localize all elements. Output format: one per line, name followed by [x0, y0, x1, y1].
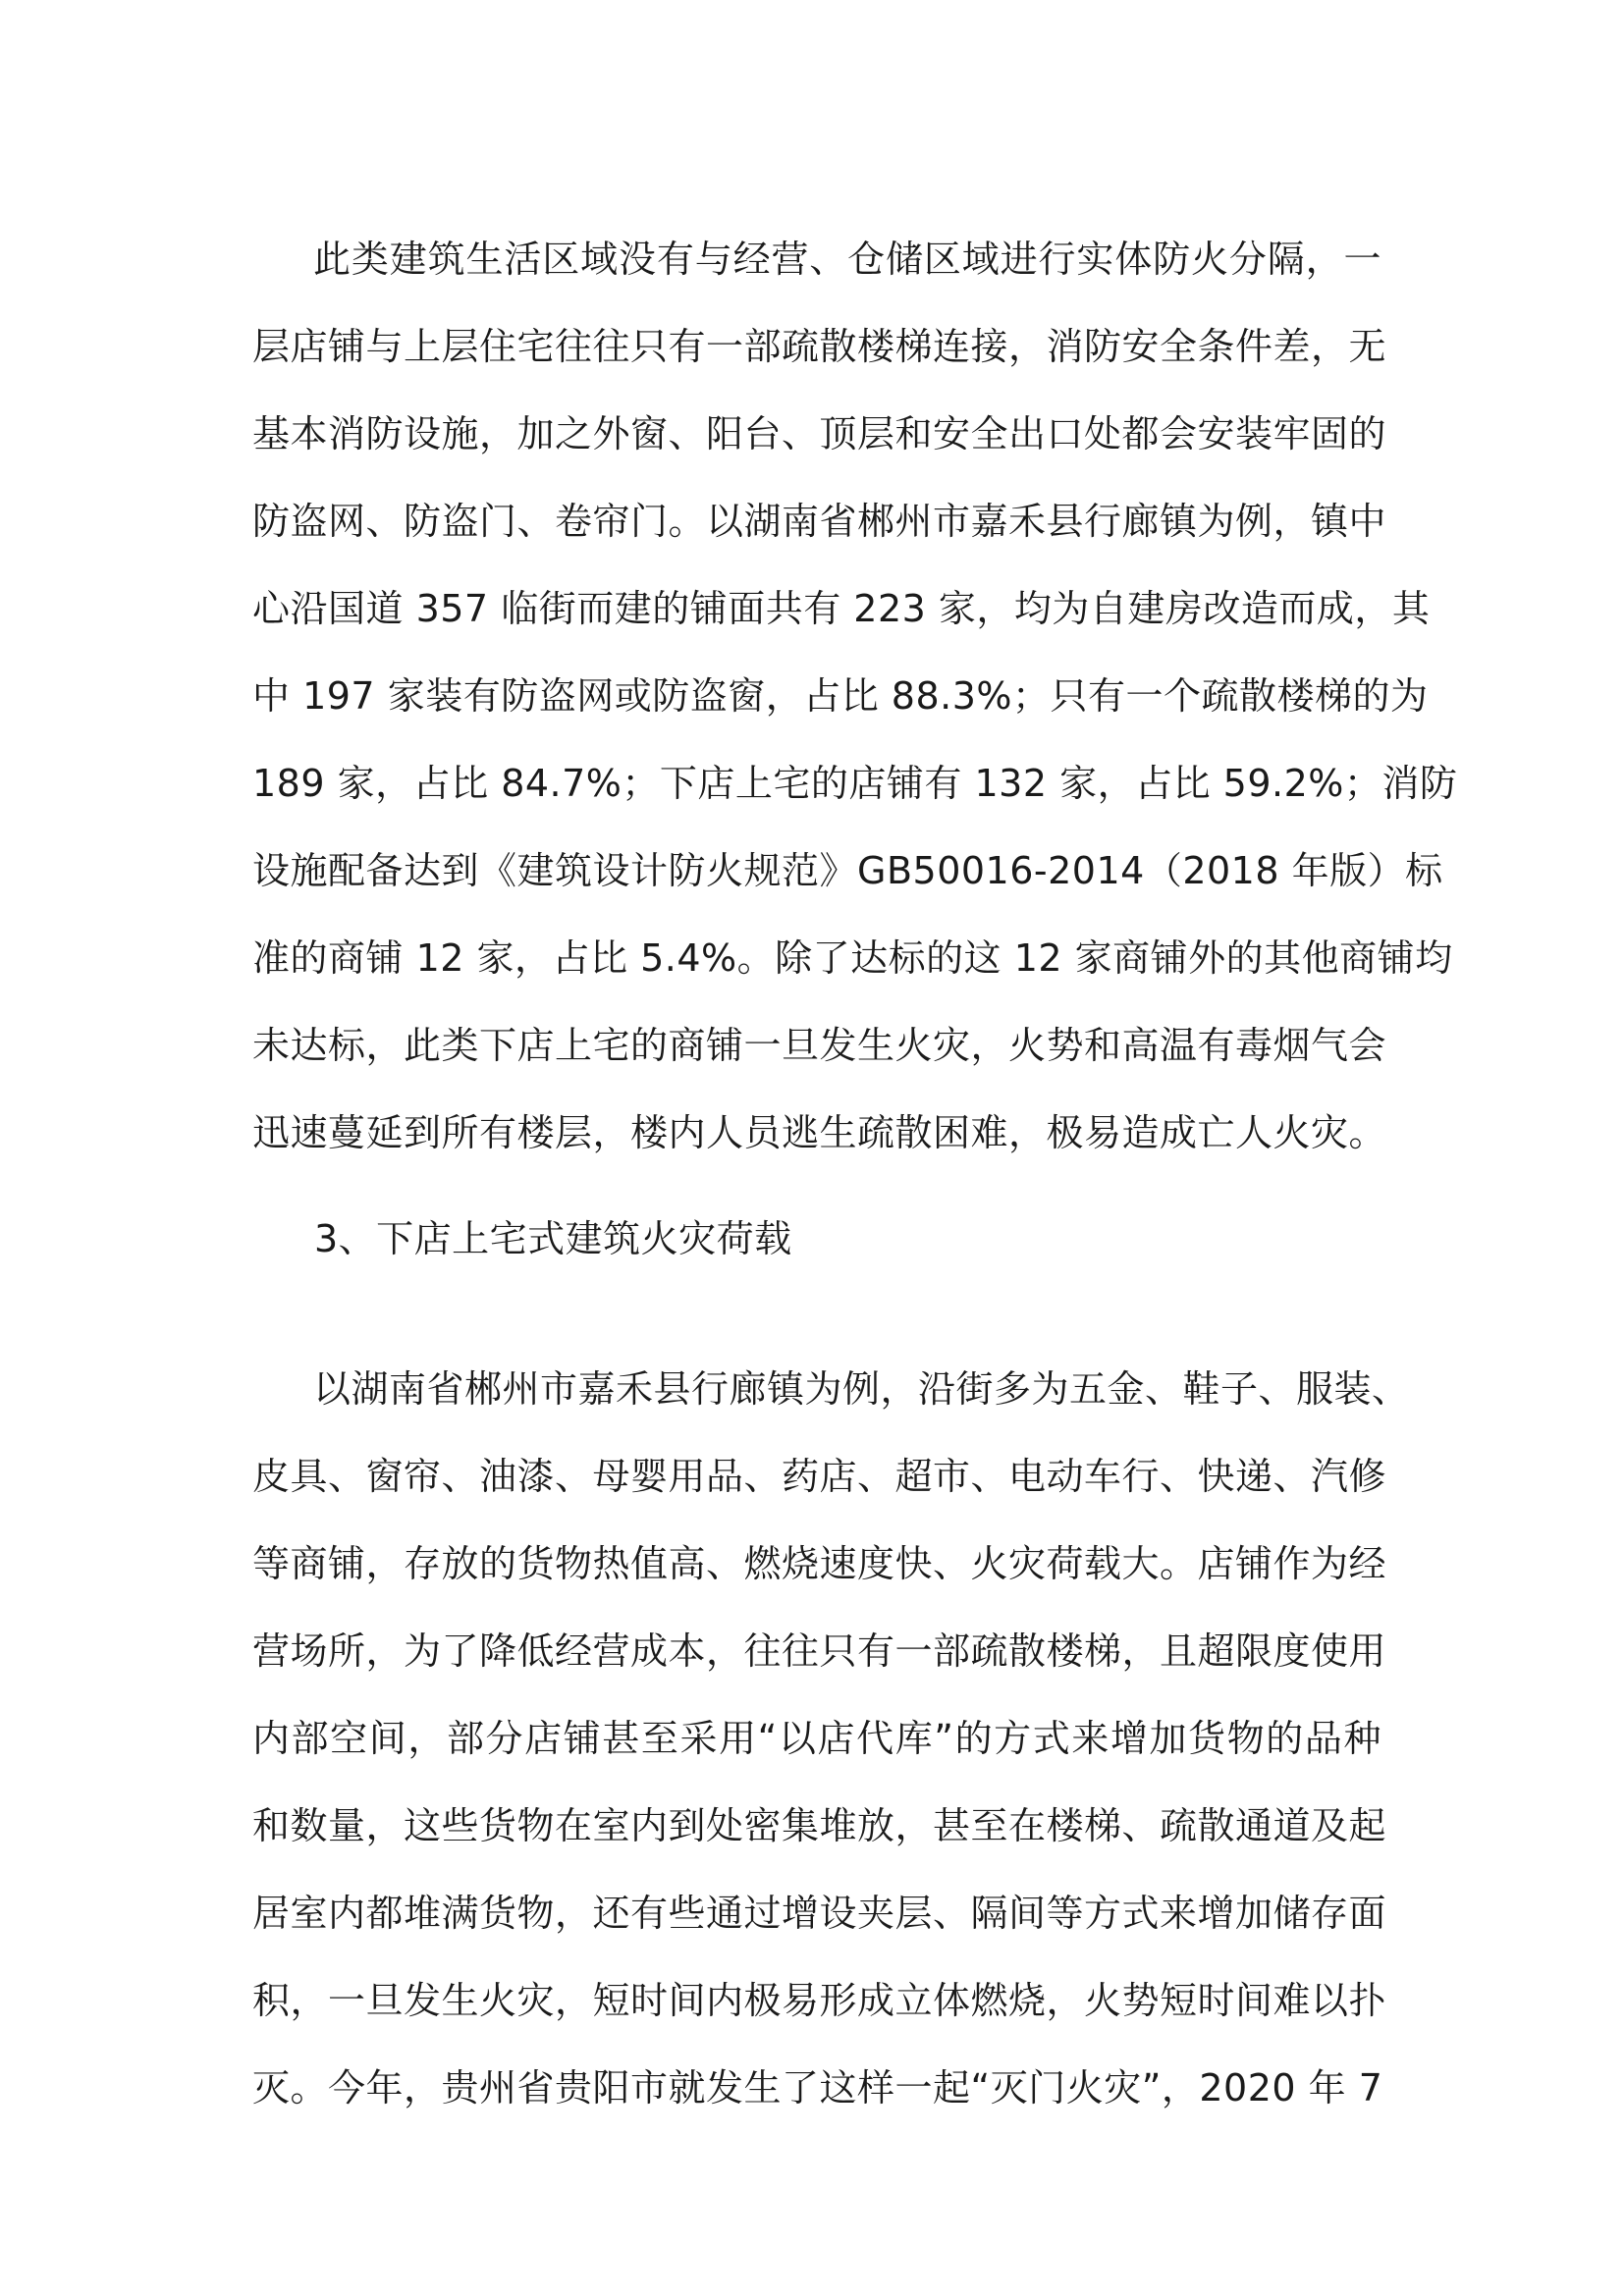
- paragraph-line: 皮具、窗帘、油漆、母婴用品、药店、超市、电动车行、快递、汽修: [252, 1455, 1387, 1498]
- paragraph-line: 防盗网、防盗门、卷帘门。以湖南省郴州市嘉禾县行廊镇为例，镇中: [252, 500, 1387, 543]
- paragraph-line: 营场所，为了降低经营成本，往往只有一部疏散楼梯，且超限度使用: [252, 1629, 1387, 1673]
- paragraph-2: [252, 1346, 1410, 2132]
- paragraph-line: 层店铺与上层住宅往往只有一部疏散楼梯连接，消防安全条件差，无: [252, 325, 1387, 368]
- paragraph-line: 设施配备达到《建筑设计防火规范》GB50016-2014（2018 年版）标: [252, 849, 1443, 892]
- paragraph-1: [252, 216, 1458, 1177]
- paragraph-line: 准的商铺 12 家，占比 5.4%。除了达标的这 12 家商铺外的其他商铺均: [252, 936, 1453, 980]
- paragraph-line: 以湖南省郴州市嘉禾县行廊镇为例，沿街多为五金、鞋子、服装、: [313, 1367, 1410, 1411]
- paragraph-line: 迅速蔓延到所有楼层，楼内人员逃生疏散困难，极易造成亡人火灾。: [252, 1111, 1387, 1154]
- paragraph-line: 189 家，占比 84.7%；下店上宅的店铺有 132 家，占比 59.2%；消防: [252, 762, 1458, 805]
- section-heading: 3、下店上宅式建筑火灾荷载: [314, 1217, 792, 1260]
- paragraph-line: 中 197 家装有防盗网或防盗窗，占比 88.3%；只有一个疏散楼梯的为: [252, 674, 1429, 718]
- paragraph-line: 心沿国道 357 临街而建的铺面共有 223 家，均为自建房改造而成，其: [252, 587, 1431, 630]
- paragraph-line: 等商铺，存放的货物热值高、燃烧速度快、火灾荷载大。店铺作为经: [252, 1542, 1387, 1585]
- paragraph-line: 灭。今年，贵州省贵阳市就发生了这样一起“灭门火灾”，2020 年 7: [252, 2066, 1383, 2109]
- paragraph-line: 和数量，这些货物在室内到处密集堆放，甚至在楼梯、疏散通道及起: [252, 1804, 1387, 1847]
- paragraph-line: 积，一旦发生火灾，短时间内极易形成立体燃烧，火势短时间难以扑: [252, 1979, 1387, 2022]
- paragraph-line: 此类建筑生活区域没有与经营、仓储区域进行实体防火分隔，一: [313, 238, 1381, 281]
- paragraph-line: 未达标，此类下店上宅的商铺一旦发生火灾，火势和高温有毒烟气会: [252, 1024, 1387, 1067]
- paragraph-line: 内部空间，部分店铺甚至采用“以店代库”的方式来增加货物的品种: [252, 1717, 1381, 1760]
- paragraph-line: 基本消防设施，加之外窗、阳台、顶层和安全出口处都会安装牢固的: [252, 412, 1387, 455]
- paragraph-line: 居室内都堆满货物，还有些通过增设夹层、隔间等方式来增加储存面: [252, 1892, 1387, 1935]
